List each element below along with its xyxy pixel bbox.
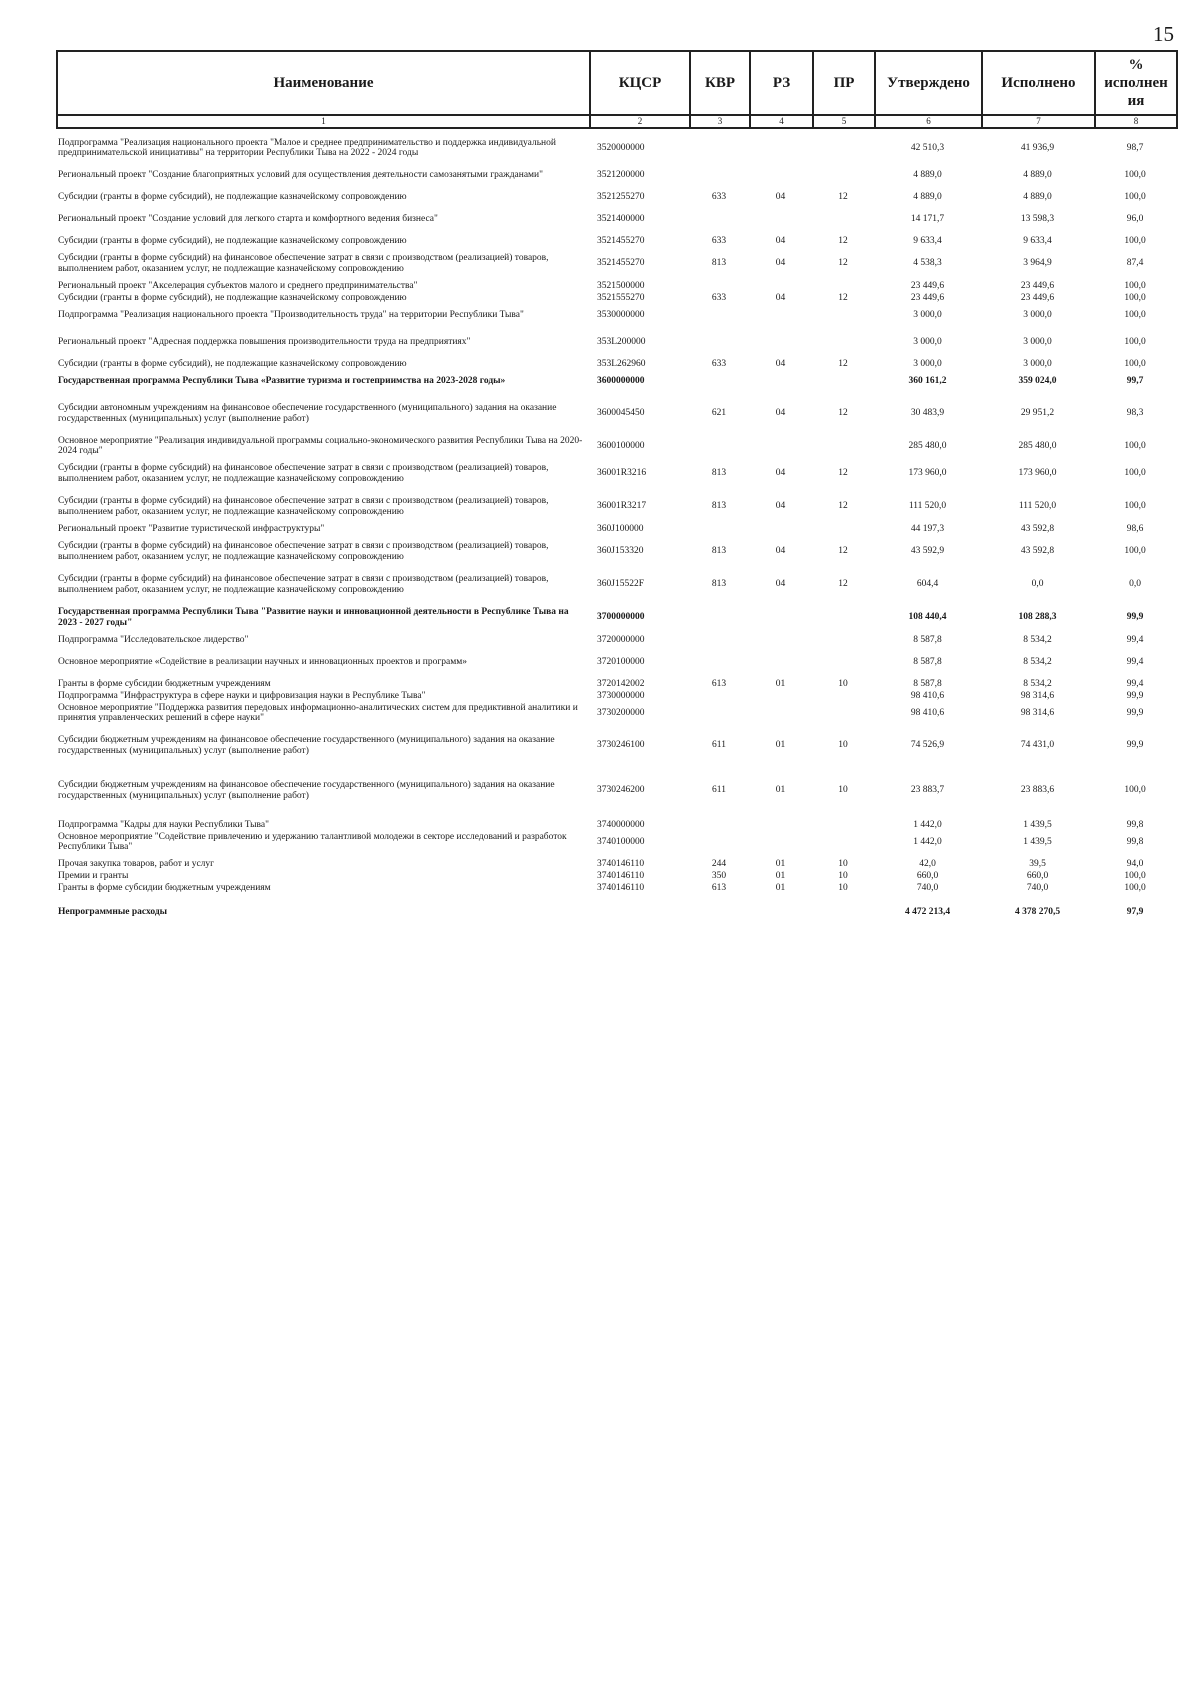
cell-name: Подпрограмма "Инфраструктура в сфере науки и цифровизация науки в Республике Тыва" [58,690,426,701]
cell-kvr: 633 [711,292,727,303]
cell-pr: 12 [838,579,848,590]
cell-pr: 12 [838,546,848,557]
table-row [56,397,1176,430]
cell-approved: 604,4 [916,579,939,590]
table-row [56,774,1176,807]
cell-rz: 04 [775,579,786,590]
cell-name: Основное мероприятие "Реализация индивидуальной программы социально-экономического развития Республики Тыва на 2020-2024 годы" [58,435,583,456]
cell-kcsr: 353L262960 [597,358,646,369]
column-number: 2 [590,115,690,128]
cell-percent: 100,0 [1124,882,1146,893]
cell-percent: 99,9 [1126,690,1144,701]
table-row [56,819,1176,831]
cell-approved: 4 889,0 [913,169,942,180]
cell-name: Подпрограмма "Исследовательское лидерство" [58,634,249,645]
cell-kcsr: 3740146110 [597,870,645,881]
cell-percent: 100,0 [1124,169,1146,180]
cell-percent: 98,6 [1126,523,1144,534]
cell-kcsr: 3521555270 [597,292,645,303]
cell-percent: 100,0 [1124,870,1146,881]
cell-percent: 98,7 [1126,142,1144,153]
cell-kcsr: 3521455270 [597,235,645,246]
cell-approved: 23 449,6 [910,280,945,291]
cell-percent: 99,9 [1126,612,1144,623]
cell-name: Субсидии (гранты в форме субсидий), не подлежащие казначейскому сопровождению [58,191,407,202]
cell-percent: 100,0 [1124,235,1146,246]
cell-executed: 13 598,3 [1020,213,1055,224]
cell-approved: 3 000,0 [913,309,942,320]
cell-name: Субсидии (гранты в форме субсидий), не подлежащие казначейскому сопровождению [58,235,407,246]
cell-kcsr: 3740100000 [597,836,645,847]
cell-executed: 3 964,9 [1023,258,1052,269]
cell-name: Субсидии бюджетным учреждениям на финансовое обеспечение государственного (муниципального) задания на оказание государственных (муниципальных) услуг (выполнение работ) [58,780,555,801]
table-row [56,235,1176,247]
cell-kcsr: 3740000000 [597,819,645,830]
cell-percent: 87,4 [1126,258,1144,269]
cell-rz: 01 [775,882,786,893]
cell-kcsr: 3740146110 [597,882,645,893]
cell-executed: 39,5 [1029,858,1046,869]
cell-approved: 8 587,8 [913,634,942,645]
header-percent-word-end: ия [1127,93,1145,109]
cell-kcsr: 3521255270 [597,191,645,202]
cell-executed: 23 449,6 [1020,292,1055,303]
cell-kvr: 813 [711,468,727,479]
cell-name: Региональный проект "Создание условий для легкого старта и комфортного ведения бизнеса" [58,213,438,224]
cell-name: Основное мероприятие "Поддержка развития передовых информационно-аналитических систем для предиктивной аналитики и принятия управленческих решений в сфере науки" [58,702,578,723]
cell-name: Государственная программа Республики Тыва «Развитие туризма и гостеприимства на 2023-2028 годы» [58,375,506,386]
header-percent-sign: % [1128,57,1144,73]
cell-approved: 173 960,0 [908,468,947,479]
column-number: 1 [57,115,590,128]
cell-executed: 41 936,9 [1020,142,1055,153]
cell-executed: 3 000,0 [1023,358,1052,369]
cell-kcsr: 360J153320 [597,546,644,557]
cell-percent: 99,7 [1126,375,1144,386]
cell-kcsr: 3720100000 [597,656,645,667]
cell-name: Региональный проект "Создание благоприятных условий для осуществления деятельности самозанятыми гражданами" [58,169,544,180]
table-row [56,304,1176,326]
cell-percent: 96,0 [1126,213,1144,224]
cell-executed: 173 960,0 [1018,468,1057,479]
cell-pr: 10 [838,858,848,869]
cell-name: Субсидии бюджетным учреждениям на финансовое обеспечение государственного (муниципального) задания на оказание государственных (муниципальных) услуг (выполнение работ) [58,735,555,756]
cell-kcsr: 3530000000 [597,309,645,320]
cell-approved: 660,0 [916,870,939,881]
table-row [56,651,1176,673]
cell-percent: 99,9 [1126,740,1144,751]
cell-name: Государственная программа Республики Тыва "Развитие науки и инновационной деятельности в Республике Тыва на 2023 - 2027 годы" [58,607,569,628]
column-number: 7 [982,115,1095,128]
cell-name: Гранты в форме субсидии бюджетным учреждениям [58,678,271,689]
cell-kcsr: 3740146110 [597,858,645,869]
cell-approved: 98 410,6 [910,707,945,718]
cell-approved: 30 483,9 [910,408,945,419]
cell-name: Прочая закупка товаров, работ и услуг [58,858,215,869]
cell-kvr: 613 [711,678,727,689]
header-executed: Исполнено [982,51,1095,115]
cell-executed: 74 431,0 [1020,740,1055,751]
cell-kcsr: 3600000000 [597,375,645,386]
cell-executed: 8 534,2 [1023,678,1052,689]
cell-approved: 98 410,6 [910,690,945,701]
column-number: 8 [1095,115,1177,128]
cell-kcsr: 3600045450 [597,408,645,419]
cell-name: Субсидии (гранты в форме субсидий), не подлежащие казначейскому сопровождению [58,358,407,369]
cell-executed: 740,0 [1026,882,1049,893]
cell-rz: 01 [775,858,786,869]
cell-percent: 0,0 [1129,579,1141,590]
cell-approved: 8 587,8 [913,678,942,689]
cell-name: Региональный проект "Акселерация субъектов малого и среднего предпринимательства" [58,280,418,291]
table-row [56,870,1176,882]
cell-executed: 43 592,8 [1020,523,1055,534]
cell-kvr: 813 [711,258,727,269]
cell-percent: 100,0 [1124,785,1146,796]
cell-approved: 1 442,0 [913,836,942,847]
cell-executed: 3 000,0 [1023,336,1052,347]
cell-approved: 285 480,0 [908,440,947,451]
cell-rz: 04 [775,501,786,512]
cell-percent: 99,8 [1126,819,1144,830]
cell-pr: 10 [838,678,848,689]
table-row [56,247,1176,280]
cell-percent: 99,4 [1126,634,1144,645]
cell-percent: 97,9 [1126,906,1144,917]
cell-percent: 100,0 [1124,440,1146,451]
cell-kvr: 244 [711,858,727,869]
cell-name: Субсидии (гранты в форме субсидий) на финансовое обеспечение затрат в связи с производством (реализацией) товаров, выполнением работ, оказанием услуг, не подлежащие казначейскому сопровождению [58,496,549,517]
cell-pr: 12 [838,358,848,369]
cell-percent: 98,3 [1126,408,1144,419]
cell-approved: 3 000,0 [913,358,942,369]
cell-rz: 01 [775,678,786,689]
cell-pr: 10 [838,740,848,751]
table-body [56,137,1176,918]
cell-percent: 100,0 [1124,546,1146,557]
cell-executed: 108 288,3 [1018,612,1057,623]
cell-pr: 12 [838,408,848,419]
cell-executed: 43 592,8 [1020,546,1055,557]
cell-pr: 10 [838,870,848,881]
table-row [56,831,1176,853]
cell-name: Субсидии (гранты в форме субсидий) на финансовое обеспечение затрат в связи с производством (реализацией) товаров, выполнением работ, оказанием услуг, не подлежащие казначейскому сопровождению [58,463,549,484]
column-number: 6 [875,115,982,128]
cell-executed: 4 889,0 [1023,169,1052,180]
cell-percent: 100,0 [1124,309,1146,320]
cell-rz: 01 [775,785,786,796]
cell-kcsr: 353L200000 [597,336,646,347]
cell-approved: 9 633,4 [913,235,942,246]
column-number: 4 [750,115,813,128]
cell-name: Подпрограмма "Кадры для науки Республики Тыва" [58,819,269,830]
cell-name: Региональный проект "Адресная поддержка повышения производительности труда на предприятиях" [58,336,471,347]
cell-kvr: 633 [711,358,727,369]
cell-name: Подпрограмма "Реализация национального проекта "Малое и среднее предпринимательство и поддержка индивидуальной предпринимательской инициативы" на территории Республики Тыва на 2022 - 2024 годы [58,137,556,158]
cell-percent: 100,0 [1124,501,1146,512]
cell-kcsr: 3730246200 [597,785,645,796]
cell-executed: 98 314,6 [1020,690,1055,701]
cell-kcsr: 3730246100 [597,740,645,751]
cell-rz: 04 [775,191,786,202]
table-row [56,490,1176,523]
cell-executed: 0,0 [1031,579,1044,590]
table-row [56,702,1176,724]
table-row [56,137,1176,159]
cell-kvr: 633 [711,235,727,246]
column-number: 3 [690,115,750,128]
cell-approved: 23 449,6 [910,292,945,303]
cell-rz: 01 [775,740,786,751]
cell-kcsr: 360J100000 [597,523,644,534]
cell-name: Субсидии (гранты в форме субсидий) на финансовое обеспечение затрат в связи с производством (реализацией) товаров, выполнением работ, оказанием услуг, не подлежащие казначейскому сопровождению [58,574,549,595]
cell-approved: 1 442,0 [913,819,942,830]
table-row [56,164,1176,186]
cell-name: Региональный проект "Развитие туристической инфраструктуры" [58,523,325,534]
cell-executed: 4 378 270,5 [1014,906,1061,917]
cell-executed: 1 439,5 [1023,836,1052,847]
table-row [56,690,1176,702]
cell-kvr: 611 [712,785,726,796]
cell-pr: 12 [838,258,848,269]
cell-percent: 99,8 [1126,836,1144,847]
table-row [56,523,1176,535]
cell-kvr: 633 [711,191,727,202]
table-row [56,678,1176,690]
column-number: 5 [813,115,875,128]
cell-percent: 100,0 [1124,191,1146,202]
table-row [56,292,1176,304]
cell-executed: 9 633,4 [1023,235,1052,246]
cell-pr: 12 [838,235,848,246]
cell-rz: 04 [775,358,786,369]
table-row [56,280,1176,292]
cell-name: Подпрограмма "Реализация национального проекта "Производительность труда" на территории Республики Тыва" [58,309,524,320]
table-row [56,568,1176,601]
cell-approved: 3 000,0 [913,336,942,347]
budget-report [56,50,1176,918]
cell-name: Гранты в форме субсидии бюджетным учреждениям [58,882,271,893]
cell-kvr: 611 [712,740,726,751]
cell-kcsr: 3520000000 [597,142,645,153]
cell-kcsr: 3521500000 [597,280,645,291]
cell-percent: 100,0 [1124,358,1146,369]
cell-kvr: 621 [711,408,727,419]
cell-executed: 1 439,5 [1023,819,1052,830]
cell-approved: 44 197,3 [910,523,945,534]
cell-approved: 4 889,0 [913,191,942,202]
cell-approved: 23 883,7 [910,785,945,796]
cell-pr: 12 [838,501,848,512]
table-row [56,208,1176,230]
header-percent [1095,51,1177,115]
cell-percent: 94,0 [1126,858,1144,869]
table-row [56,435,1176,457]
table-row [56,858,1176,870]
cell-name: Основное мероприятие «Содействие в реализации научных и инновационных проектов и программ» [58,656,467,667]
cell-kvr: 813 [711,501,727,512]
cell-kcsr: 36001R3216 [597,468,647,479]
header-pr: ПР [813,51,875,115]
cell-executed: 4 889,0 [1023,191,1052,202]
cell-name: Премии и гранты [58,870,129,881]
cell-rz: 04 [775,258,786,269]
table-row [56,191,1176,203]
cell-name: Непрограммные расходы [58,906,168,917]
header-percent-word: исполнен [1104,75,1168,91]
cell-pr: 10 [838,785,848,796]
cell-name: Субсидии автономным учреждениям на финансовое обеспечение государственного (муниципального) задания на оказание государственных (муниципальных) услуг (выполнение работ) [58,403,557,424]
table-row [56,634,1176,646]
cell-kcsr: 3730000000 [597,690,645,701]
cell-executed: 8 534,2 [1023,634,1052,645]
cell-executed: 111 520,0 [1018,501,1057,512]
table-row [56,906,1176,918]
cell-approved: 8 587,8 [913,656,942,667]
cell-approved: 111 520,0 [908,501,947,512]
cell-pr: 12 [838,292,848,303]
cell-pr: 12 [838,468,848,479]
cell-name: Основное мероприятие "Содействие привлечению и удержанию талантливой молодежи в секторе исследований и разработок Республики Тыва" [58,831,567,852]
page-number: 15 [1153,22,1174,46]
table-row [56,331,1176,353]
cell-kcsr: 3730200000 [597,707,645,718]
cell-rz: 04 [775,468,786,479]
header-kvr: КВР [690,51,750,115]
cell-executed: 359 024,0 [1018,375,1057,386]
cell-percent: 100,0 [1124,468,1146,479]
cell-executed: 23 449,6 [1020,280,1055,291]
cell-rz: 04 [775,292,786,303]
cell-rz: 04 [775,408,786,419]
cell-percent: 100,0 [1124,336,1146,347]
cell-percent: 99,4 [1126,678,1144,689]
cell-executed: 660,0 [1026,870,1049,881]
table-row [56,882,1176,894]
cell-percent: 100,0 [1124,292,1146,303]
cell-approved: 4 538,3 [913,258,942,269]
cell-kvr: 613 [711,882,727,893]
cell-name: Субсидии (гранты в форме субсидий) на финансовое обеспечение затрат в связи с производством (реализацией) товаров, выполнением работ, оказанием услуг, не подлежащие казначейскому сопровождению [58,541,549,562]
cell-approved: 740,0 [916,882,939,893]
table-row [56,457,1176,490]
table-row [56,729,1176,762]
table-row [56,601,1176,634]
cell-name: Субсидии (гранты в форме субсидий), не подлежащие казначейскому сопровождению [58,292,407,303]
cell-approved: 43 592,9 [910,546,945,557]
cell-percent: 99,9 [1126,707,1144,718]
cell-executed: 29 951,2 [1020,408,1055,419]
cell-approved: 74 526,9 [910,740,945,751]
cell-executed: 3 000,0 [1023,309,1052,320]
cell-approved: 360 161,2 [908,375,947,386]
cell-kcsr: 3700000000 [597,612,645,623]
cell-kcsr: 36001R3217 [597,501,647,512]
cell-kvr: 813 [711,579,727,590]
cell-kcsr: 3720142002 [597,678,645,689]
cell-approved: 42 510,3 [910,142,945,153]
cell-kcsr: 360J15522F [597,579,644,590]
table-row [56,358,1176,370]
cell-rz: 01 [775,870,786,881]
header-kcsr: КЦСР [590,51,690,115]
cell-kvr: 350 [711,870,727,881]
cell-percent: 100,0 [1124,280,1146,291]
cell-kcsr: 3521200000 [597,169,645,180]
cell-kcsr: 3521400000 [597,213,645,224]
cell-name: Субсидии (гранты в форме субсидий) на финансовое обеспечение затрат в связи с производством (реализацией) товаров, выполнением работ, оказанием услуг, не подлежащие казначейскому сопровождению [58,253,549,274]
cell-approved: 14 171,7 [910,213,945,224]
table-header [56,50,1178,129]
cell-rz: 04 [775,235,786,246]
cell-approved: 4 472 213,4 [904,906,951,917]
cell-executed: 98 314,6 [1020,707,1055,718]
cell-percent: 99,4 [1126,656,1144,667]
cell-approved: 42,0 [919,858,936,869]
header-rz: РЗ [750,51,813,115]
cell-kcsr: 3720000000 [597,634,645,645]
header-name: Наименование [57,51,590,115]
cell-pr: 12 [838,191,848,202]
cell-executed: 23 883,6 [1020,785,1055,796]
cell-executed: 285 480,0 [1018,440,1057,451]
cell-kcsr: 3521455270 [597,258,645,269]
table-row [56,370,1176,392]
cell-approved: 108 440,4 [908,612,947,623]
cell-rz: 04 [775,546,786,557]
cell-kcsr: 3600100000 [597,440,645,451]
header-approved: Утверждено [875,51,982,115]
cell-kvr: 813 [711,546,727,557]
cell-executed: 8 534,2 [1023,656,1052,667]
cell-pr: 10 [838,882,848,893]
table-row [56,535,1176,568]
